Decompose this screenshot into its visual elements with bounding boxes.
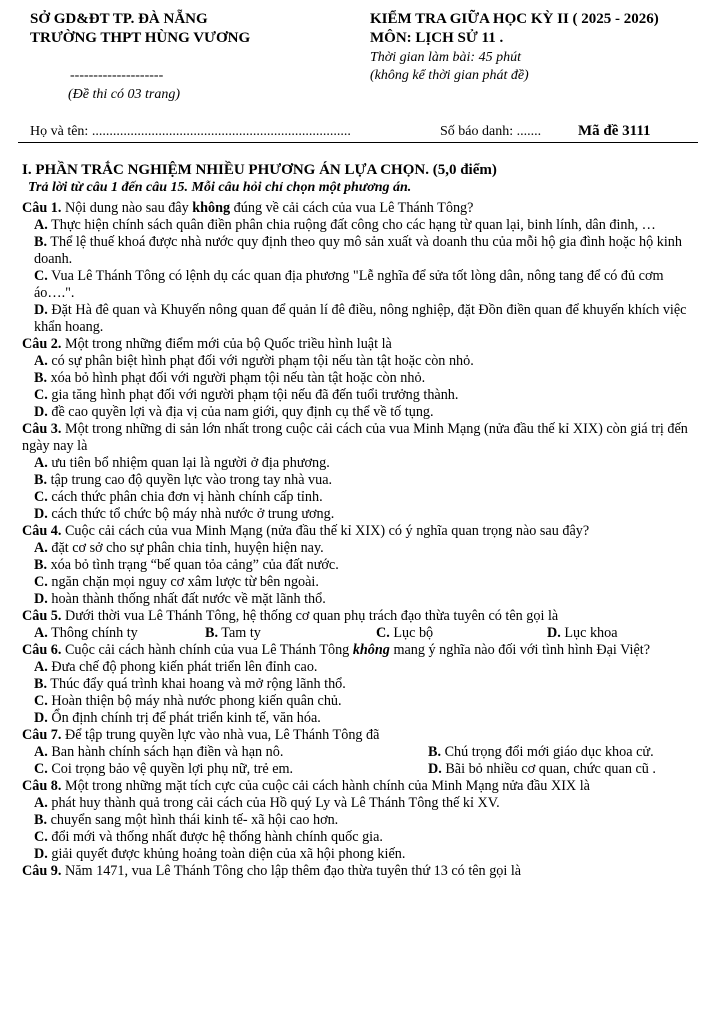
- option-a[interactable]: [34, 625, 205, 642]
- option-b[interactable]: [22, 234, 704, 268]
- pages-note: (Đề thi có 03 trang): [68, 87, 180, 102]
- option-text: giải quyết được khủng hoảng toàn diện của xã hội phong kiến.: [47, 846, 406, 862]
- option-text: Thông chính ty: [47, 625, 138, 641]
- option-letter: D.: [34, 404, 48, 420]
- question-3: [22, 421, 704, 455]
- option-text: xóa bỏ hình phạt đối với người phạm tội nếu tàn tật hoặc còn nhỏ.: [47, 370, 426, 386]
- option-d[interactable]: [428, 761, 656, 778]
- option-text: gia tăng hình phạt đối với người phạm tội nếu đã đến tuổi trưởng thành.: [47, 387, 459, 403]
- time-line: Thời gian làm bài: 45 phút: [370, 50, 521, 65]
- option-text: Đặt Hà đê quan và Khuyến nông quan để quản lí đê điều, nông nghiệp, đặt Đồn điền quan để khuyến khích việc khẩn hoang.: [34, 302, 687, 335]
- option-letter: D.: [34, 302, 48, 318]
- time-note: (không kể thời gian phát đề): [370, 68, 529, 83]
- question-text: Cuộc cải cách hành chính của vua Lê Thánh Tông: [61, 642, 353, 658]
- option-letter: D.: [34, 846, 48, 862]
- option-d[interactable]: [22, 506, 704, 523]
- option-text: ngăn chặn mọi nguy cơ xâm lược từ bên ngoài.: [47, 574, 319, 590]
- option-text: chuyển sang một hình thái kinh tế- xã hội cao hơn.: [47, 812, 339, 828]
- option-b[interactable]: [22, 812, 704, 829]
- option-d[interactable]: [22, 404, 704, 421]
- option-letter: B.: [428, 744, 442, 760]
- option-c[interactable]: [22, 829, 704, 846]
- exam-code: Mã đề 3111: [578, 123, 651, 139]
- option-d[interactable]: [547, 625, 618, 642]
- student-name-field: Họ và tên: ..........................................................................: [30, 124, 351, 139]
- option-text: Thúc đẩy quá trình khai hoang và mở rộng lãnh thổ.: [47, 676, 346, 692]
- option-text: Chú trọng đổi mới giáo dục khoa cử.: [441, 744, 654, 760]
- option-c[interactable]: [34, 761, 428, 778]
- question-9: [22, 863, 704, 880]
- option-letter: B.: [205, 625, 219, 641]
- question-4: [22, 523, 704, 540]
- option-letter: C.: [34, 574, 48, 590]
- option-text: đổi mới và thống nhất được hệ thống hành chính quốc gia.: [47, 829, 383, 845]
- option-letter: A.: [34, 795, 48, 811]
- option-a[interactable]: [22, 455, 704, 472]
- option-letter: B.: [34, 234, 48, 250]
- option-letter: A.: [34, 217, 48, 233]
- question-number: Câu 3.: [22, 421, 62, 437]
- option-a[interactable]: [34, 744, 428, 761]
- question-text: Để tập trung quyền lực vào nhà vua, Lê Thánh Tông đã: [61, 727, 380, 743]
- question-number: Câu 8.: [22, 778, 62, 794]
- option-letter: D.: [34, 506, 48, 522]
- question-number: Câu 9.: [22, 863, 62, 879]
- subject-line: MÔN: LỊCH SỬ 11 .: [370, 30, 504, 46]
- option-text: có sự phân biệt hình phạt đối với người phạm tội nếu tàn tật hoặc còn nhỏ.: [47, 353, 474, 369]
- question-emphasis: không: [352, 642, 390, 658]
- option-a[interactable]: [22, 795, 704, 812]
- question-number: Câu 4.: [22, 523, 62, 539]
- option-b[interactable]: [22, 676, 704, 693]
- option-a[interactable]: [22, 353, 704, 370]
- option-text: Thể lệ thuế khoá được nhà nước quy định theo quy mô sản xuất và doanh thu của mỗi hộ gia đình hoặc hộ kinh doanh.: [34, 234, 682, 267]
- option-text: cách thức phân chia đơn vị hành chính cấp tỉnh.: [47, 489, 323, 505]
- option-letter: D.: [34, 591, 48, 607]
- questions-body: [22, 200, 704, 880]
- option-letter: A.: [34, 744, 48, 760]
- question-text: Cuộc cải cách của vua Minh Mạng (nửa đầu thế kỉ XIX) có ý nghĩa quan trọng nào sau đây?: [61, 523, 590, 539]
- option-text: đặt cơ sở cho sự phân chia tỉnh, huyện hiện nay.: [47, 540, 324, 556]
- exam-title: KIỂM TRA GIỮA HỌC KỲ II ( 2025 - 2026): [370, 11, 659, 27]
- question-number: Câu 5.: [22, 608, 62, 624]
- options-row: [22, 625, 704, 642]
- option-text: xóa bỏ tình trạng “bế quan tỏa cảng” của đất nước.: [47, 557, 339, 573]
- option-letter: D.: [547, 625, 561, 641]
- question-emphasis: không: [192, 200, 231, 216]
- option-text: Bãi bỏ nhiều cơ quan, chức quan cũ .: [441, 761, 656, 777]
- option-d[interactable]: [22, 302, 704, 336]
- question-number: Câu 7.: [22, 727, 62, 743]
- option-letter: B.: [34, 557, 48, 573]
- question-2: [22, 336, 704, 353]
- option-letter: A.: [34, 540, 48, 556]
- option-a[interactable]: [22, 540, 704, 557]
- option-text: cách thức tổ chức bộ máy nhà nước ở trung ương.: [47, 506, 335, 522]
- question-number: Câu 1.: [22, 200, 62, 216]
- option-a[interactable]: [22, 217, 704, 234]
- option-text: Coi trọng bảo vệ quyền lợi phụ nữ, trẻ em.: [47, 761, 294, 777]
- option-b[interactable]: [22, 370, 704, 387]
- option-letter: D.: [428, 761, 442, 777]
- question-number: Câu 2.: [22, 336, 62, 352]
- option-text: Ban hành chính sách hạn điền và hạn nô.: [47, 744, 284, 760]
- question-text: Nội dung nào sau đây: [61, 200, 193, 216]
- header-rule: [18, 142, 698, 143]
- option-letter: B.: [34, 472, 48, 488]
- option-letter: C.: [34, 489, 48, 505]
- option-d[interactable]: [22, 591, 704, 608]
- option-text: Vua Lê Thánh Tông có lệnh dụ các quan địa phương "Lễ nghĩa để sửa tốt lòng dân, nông tang để có đủ cơm áo….".: [34, 268, 664, 301]
- option-a[interactable]: [22, 659, 704, 676]
- option-letter: A.: [34, 353, 48, 369]
- option-c[interactable]: [22, 693, 704, 710]
- question-1: [22, 200, 704, 217]
- option-text: Thực hiện chính sách quân điền phân chia ruộng đất công cho các hạng từ quan lại, binh lính, dân đinh, …: [47, 217, 656, 233]
- option-text: Tam ty: [218, 625, 261, 641]
- question-6: [22, 642, 704, 659]
- option-text: hoàn thành thống nhất đất nước về mặt lãnh thổ.: [47, 591, 326, 607]
- question-7: [22, 727, 704, 744]
- options-row: [22, 761, 704, 778]
- option-b[interactable]: [205, 625, 376, 642]
- option-letter: C.: [34, 693, 48, 709]
- section-title: I. PHẦN TRẮC NGHIỆM NHIỀU PHƯƠNG ÁN LỰA CHỌN. (5,0 điểm): [22, 162, 497, 178]
- option-letter: C.: [34, 761, 48, 777]
- option-letter: C.: [376, 625, 390, 641]
- option-b[interactable]: [428, 744, 654, 761]
- question-8: [22, 778, 704, 795]
- option-c[interactable]: [22, 489, 704, 506]
- option-text: tập trung cao độ quyền lực vào trong tay nhà vua.: [47, 472, 333, 488]
- option-letter: C.: [34, 387, 48, 403]
- option-text: Hoàn thiện bộ máy nhà nước phong kiến quân chủ.: [47, 693, 342, 709]
- option-d[interactable]: [22, 846, 704, 863]
- option-text: Ổn định chính trị để phát triển kinh tế, văn hóa.: [47, 710, 321, 726]
- option-letter: A.: [34, 659, 48, 675]
- question-text: đúng về cải cách của vua Lê Thánh Tông?: [230, 200, 474, 216]
- option-text: Đưa chế độ phong kiến phát triển lên đỉnh cao.: [47, 659, 318, 675]
- department-name: SỞ GD&ĐT TP. ĐÀ NẴNG: [30, 11, 208, 27]
- question-5: [22, 608, 704, 625]
- question-text: Một trong những di sản lớn nhất trong cuộc cải cách của vua Minh Mạng (nửa đầu thế kỉ XIX) còn giá trị đến ngày nay là: [22, 421, 688, 454]
- section-instruction: Trả lời từ câu 1 đến câu 15. Mỗi câu hỏi chỉ chọn một phương án.: [28, 180, 412, 195]
- option-letter: B.: [34, 812, 48, 828]
- option-text: Lục khoa: [560, 625, 618, 641]
- option-d[interactable]: [22, 710, 704, 727]
- options-row: [22, 744, 704, 761]
- question-number: Câu 6.: [22, 642, 62, 658]
- option-letter: B.: [34, 676, 48, 692]
- option-c[interactable]: [22, 387, 704, 404]
- option-b[interactable]: [22, 472, 704, 489]
- option-c[interactable]: [22, 574, 704, 591]
- question-text: Một trong những mặt tích cực của cuộc cải cách hành chính của Minh Mạng nửa đầu XIX là: [61, 778, 590, 794]
- school-name: TRƯỜNG THPT HÙNG VƯƠNG: [30, 30, 251, 46]
- option-c[interactable]: [22, 268, 704, 302]
- question-text: mang ý nghĩa nào đối với tình hình Đại Việt?: [389, 642, 651, 658]
- question-text: Một trong những điểm mới của bộ Quốc triều hình luật là: [61, 336, 392, 352]
- question-text: Dưới thời vua Lê Thánh Tông, hệ thống cơ quan phụ trách đạo thừa tuyên có tên gọi là: [61, 608, 559, 624]
- option-letter: D.: [34, 710, 48, 726]
- option-letter: B.: [34, 370, 48, 386]
- option-text: phát huy thành quả trong cải cách của Hồ quý Ly và Lê Thánh Tông thế kỉ XV.: [47, 795, 500, 811]
- option-b[interactable]: [22, 557, 704, 574]
- option-c[interactable]: [376, 625, 547, 642]
- option-letter: A.: [34, 455, 48, 471]
- header-separator: --------------------: [70, 68, 164, 83]
- option-letter: A.: [34, 625, 48, 641]
- option-text: Lục bộ: [389, 625, 434, 641]
- option-text: đề cao quyền lợi và địa vị của nam giới, quy định cụ thể về tố tụng.: [47, 404, 434, 420]
- option-letter: C.: [34, 268, 48, 284]
- question-text: Năm 1471, vua Lê Thánh Tông cho lập thêm đạo thừa tuyên thứ 13 có tên gọi là: [61, 863, 522, 879]
- option-letter: C.: [34, 829, 48, 845]
- option-text: ưu tiên bổ nhiệm quan lại là người ở địa phương.: [47, 455, 330, 471]
- student-id-field: Số báo danh: .......: [440, 124, 542, 139]
